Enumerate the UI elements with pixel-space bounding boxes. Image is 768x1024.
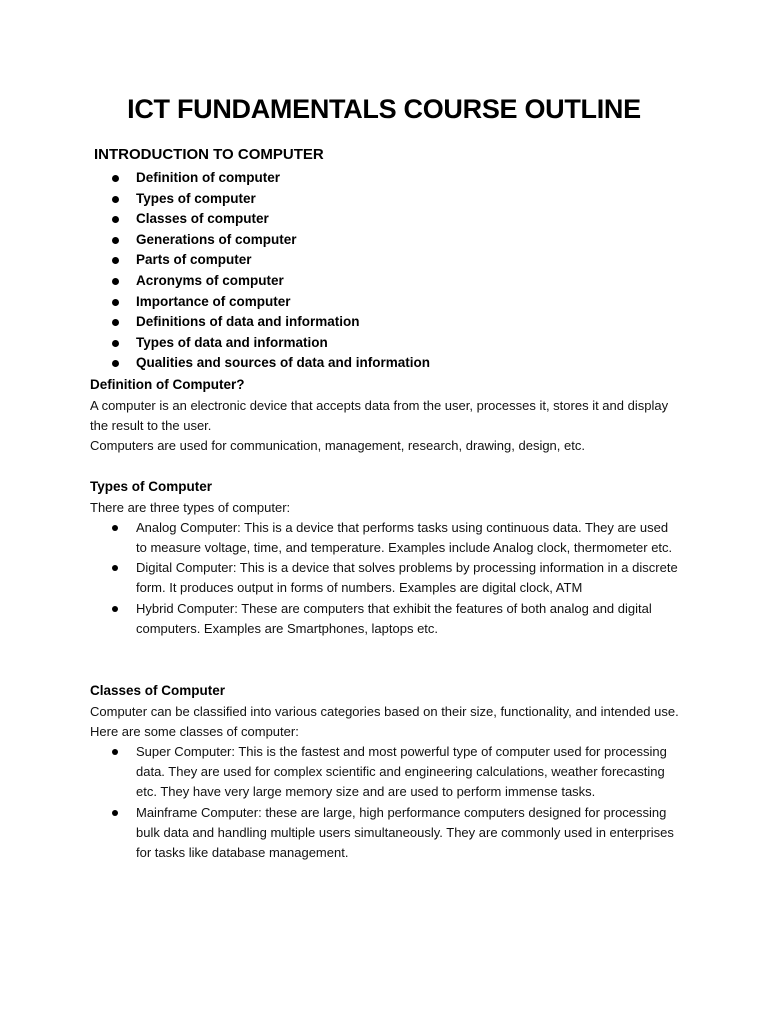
topic-label: Qualities and sources of data and information [136, 355, 431, 371]
classes-section [90, 681, 680, 863]
types-list [90, 518, 680, 639]
topic-label: Parts of computer [136, 252, 252, 268]
definition-paragraph: A computer is an electronic device that accepts data from the user, processes it, stores it and display the result to the user. [90, 397, 669, 433]
document-title: ICT FUNDAMENTALS COURSE OUTLINE [127, 94, 641, 124]
types-section [90, 477, 680, 639]
list-item [90, 599, 680, 639]
intro-heading: INTRODUCTION TO COMPUTER [94, 146, 324, 163]
topic-label: Classes of computer [136, 211, 269, 227]
bullet-icon [112, 196, 119, 203]
topic-label: Importance of computer [136, 293, 291, 309]
list-item [90, 742, 680, 803]
list-item-text: Digital Computer: This is a device that solves problems by processing information in a discrete form. It produces output in forms of numbers. Examples are digital clock, ATM [136, 560, 678, 596]
topic-label: Types of computer [136, 190, 256, 206]
definition-heading: Definition of Computer? [90, 377, 245, 392]
usage-paragraph: Computers are used for communication, management, research, drawing, design, etc. [90, 437, 585, 453]
list-item [90, 803, 680, 864]
bullet-icon [112, 606, 118, 612]
bullet-icon [112, 525, 118, 531]
bullet-icon [112, 237, 119, 244]
bullet-icon [112, 340, 119, 347]
bullet-icon [112, 319, 119, 326]
types-heading: Types of Computer [90, 479, 213, 494]
list-item [90, 558, 680, 598]
topic-label: Definitions of data and information [136, 314, 360, 330]
topic-item [0, 333, 430, 354]
bullet-icon [112, 278, 119, 285]
list-item [90, 518, 680, 558]
bullet-icon [112, 216, 119, 223]
bullet-icon [112, 565, 118, 571]
topic-item [0, 168, 430, 189]
topic-label: Generations of computer [136, 231, 297, 247]
topic-label: Acronyms of computer [136, 272, 284, 288]
topic-item [0, 312, 430, 333]
classes-list [90, 742, 680, 863]
topic-item [0, 292, 430, 313]
definition-section [90, 375, 680, 456]
topic-list [0, 168, 430, 374]
bullet-icon [112, 299, 119, 306]
topic-item [0, 353, 430, 374]
topic-item [0, 189, 430, 210]
bullet-icon [112, 360, 119, 367]
topic-item [0, 271, 430, 292]
list-item-text: Mainframe Computer: these are large, high performance computers designed for processing bulk data and handling multiple users simultaneously. They are commonly used in enterprises for tasks like database management. [136, 804, 674, 860]
topic-label: Definition of computer [136, 170, 280, 185]
topic-item [0, 209, 430, 230]
topic-label: Types of data and information [136, 334, 328, 350]
topic-item [0, 250, 430, 271]
classes-intro: Computer can be classified into various categories based on their size, functionality, and intended use. Here are some classes of computer: [90, 703, 679, 739]
list-item-text: Super Computer: This is the fastest and most powerful type of computer used for processing data. They are used for complex scientific and engineering calculations, weather forecasting etc. They have very large memory size and are used to perform immense tasks. [136, 743, 667, 800]
bullet-icon [112, 257, 119, 264]
bullet-icon [112, 175, 119, 182]
bullet-icon [112, 810, 118, 816]
types-intro: There are three types of computer: [90, 499, 291, 515]
topic-item [0, 230, 430, 251]
list-item-text: Analog Computer: This is a device that performs tasks using continuous data. They are used to measure voltage, time, and temperature. Examples include Analog clock, thermometer etc. [136, 519, 673, 555]
classes-heading: Classes of Computer [90, 683, 226, 698]
list-item-text: Hybrid Computer: These are computers that exhibit the features of both analog and digital computers. Examples are Smartphones, laptops etc. [136, 600, 652, 636]
bullet-icon [112, 749, 118, 755]
